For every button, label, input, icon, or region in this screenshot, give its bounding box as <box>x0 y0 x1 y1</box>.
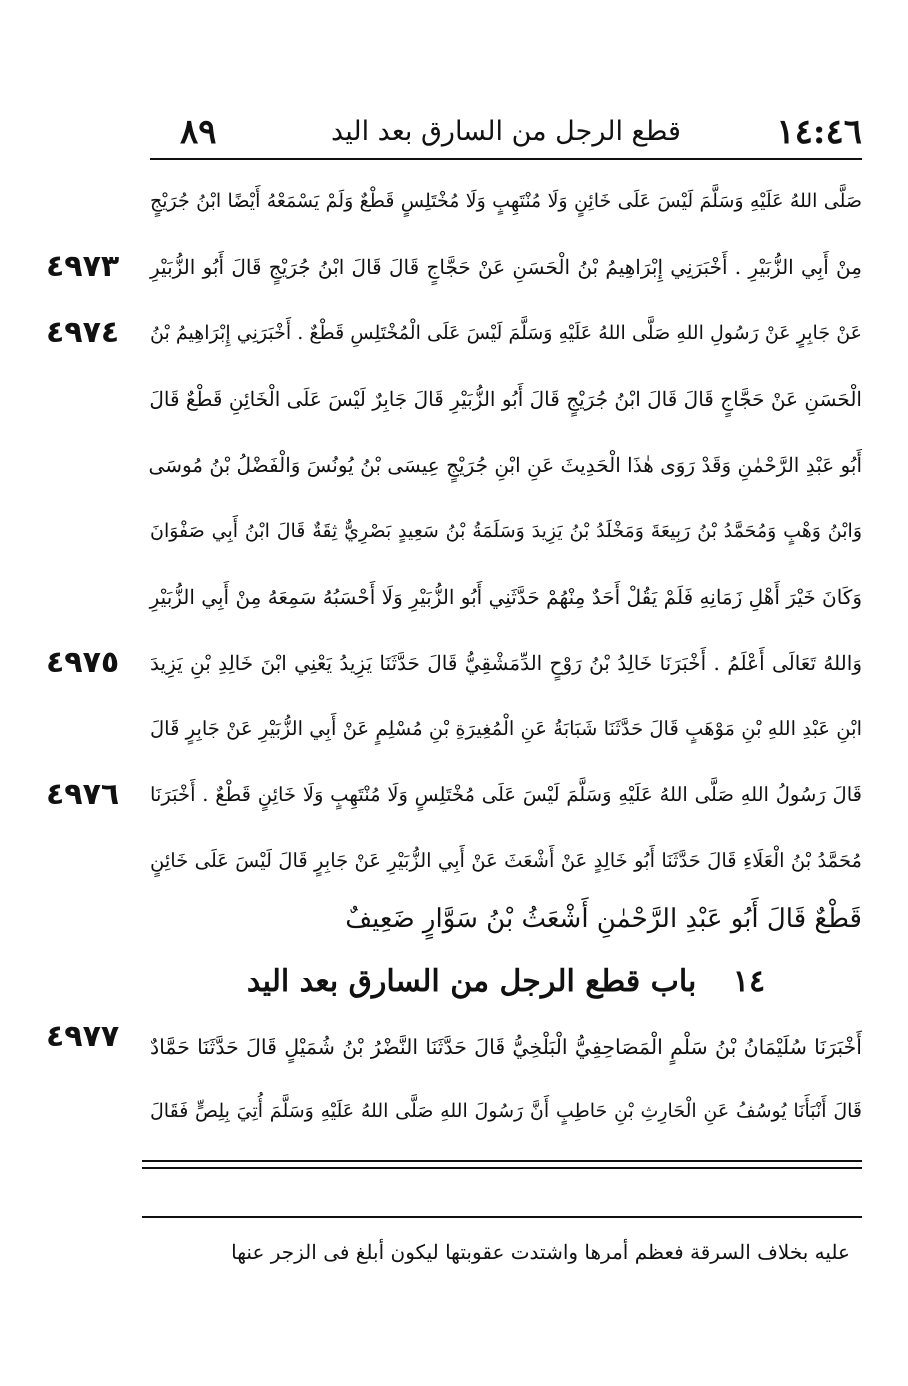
hadith-number: ٤٩٧٤ <box>46 315 120 350</box>
running-title: قطع الرجل من السارق بعد اليد <box>331 116 681 147</box>
text-line: مُحَمَّدُ بْنُ الْعَلَاءِ قَالَ حَدَّثَنَا أَبُو خَالِدٍ عَنْ أَشْعَثَ عَنْ أَبِي الزُّبَيْرِ عَنْ جَابِرٍ قَالَ لَيْسَ عَلَى خَائِنٍ <box>150 849 862 872</box>
text-line: أَخْبَرَنَا سُلَيْمَانُ بْنُ سَلْمٍ الْمَصَاحِفِيُّ الْبَلْخِيُّ قَالَ حَدَّثَنَا النَّضْرُ بْنُ شُمَيْلٍ قَالَ حَدَّثَنَا حَمَّادٌ <box>150 1035 862 1059</box>
text-line: وَاللهُ تَعَالَى أَعْلَمُ . أَخْبَرَنَا خَالِدُ بْنُ رَوْحٍ الدِّمَشْقِيُّ قَالَ حَدَّثَنَا يَزِيدُ يَعْنِي ابْنَ خَالِدِ بْنِ يَزِيدَ <box>150 651 862 675</box>
text-line: وَكَانَ خَيْرَ أَهْلِ زَمَانِهِ فَلَمْ يَقُلْ أَحَدٌ مِنْهُمْ حَدَّثَنِي أَبُو الزُّبَيْرِ وَلَا أَحْسَبُهُ سَمِعَهُ مِنْ أَبِي الزُّبَيْرِ <box>149 585 862 609</box>
section-number: ١٤:٤٦ <box>776 112 862 152</box>
text-line: عَنْ جَابِرٍ عَنْ رَسُولِ اللهِ صَلَّى اللهُ عَلَيْهِ وَسَلَّمَ لَيْسَ عَلَى الْمُخْتَلِسِ قَطْعٌ . أَخْبَرَنِي إِبْرَاهِيمُ بْنُ <box>150 322 862 344</box>
text-line: وَابْنُ وَهْبٍ وَمُحَمَّدُ بْنُ رَبِيعَةَ وَمَخْلَدُ بْنُ يَزِيدَ وَسَلَمَةُ بْنُ سَعِيدٍ بَصْرِيٌّ ثِقَةٌ قَالَ ابْنُ أَبِي صَفْوَانَ <box>150 520 862 542</box>
text-line: مِنْ أَبِي الزُّبَيْرِ . أَخْبَرَنِي إِبْرَاهِيمُ بْنُ الْحَسَنِ عَنْ حَجَّاجٍ قَالَ قَالَ ابْنُ جُرَيْجٍ قَالَ أَبُو الزُّبَيْرِ <box>150 255 862 279</box>
chapter-number: ١٤ <box>732 964 766 999</box>
hadith-number: ٤٩٧٥ <box>46 645 120 680</box>
text-line: ابْنِ عَبْدِ اللهِ بْنِ مَوْهَبٍ قَالَ حَدَّثَنَا شَبَابَةُ عَنِ الْمُغِيرَةِ بْنِ مُسْلِمٍ عَنْ أَبِي الزُّبَيْرِ عَنْ جَابِرٍ قَالَ <box>150 717 862 740</box>
hadith-number: ٤٩٧٧ <box>46 1019 120 1054</box>
text-line: قَطْعٌ قَالَ أَبُو عَبْدِ الرَّحْمٰنِ أَشْعَثُ بْنُ سَوَّارٍ ضَعِيفٌ <box>345 904 862 934</box>
text-end-rule <box>142 1160 862 1169</box>
hadith-number: ٤٩٧٣ <box>46 249 120 284</box>
text-line: الْحَسَنِ عَنْ حَجَّاجٍ قَالَ قَالَ ابْنُ جُرَيْجٍ قَالَ أَبُو الزُّبَيْرِ قَالَ جَابِرٌ لَيْسَ عَلَى الْخَائِنِ قَطْعٌ قَالَ <box>149 387 862 411</box>
chapter-title: باب قطع الرجل من السارق بعد اليد <box>246 964 697 999</box>
chapter-heading <box>150 952 862 1012</box>
header-rule <box>150 158 862 160</box>
footnote-rule <box>142 1216 862 1218</box>
text-line: قَالَ أَنْبَأَنَا يُوسُفُ عَنِ الْحَارِثِ بْنِ حَاطِبٍ أَنَّ رَسُولَ اللهِ صَلَّى اللهُ عَلَيْهِ وَسَلَّمَ أُتِيَ بِلِصٍّ فَقَالَ <box>150 1100 862 1122</box>
text-line: صَلَّى اللهُ عَلَيْهِ وَسَلَّمَ لَيْسَ عَلَى خَائِنٍ وَلَا مُنْتَهِبٍ وَلَا مُخْتَلِسٍ قَطْعٌ وَلَمْ يَسْمَعْهُ أَيْضًا ابْنُ جُرَيْجٍ <box>150 190 862 212</box>
footnote: عليه بخلاف السرقة فعظم أمرها واشتدت عقوبتها ليكون أبلغ فى الزجر عنها <box>231 1240 850 1264</box>
hadith-number: ٤٩٧٦ <box>46 777 120 812</box>
text-line: أَبُو عَبْدِ الرَّحْمٰنِ وَقَدْ رَوَى هٰذَا الْحَدِيثَ عَنِ ابْنِ جُرَيْجٍ عِيسَى بْنُ يُونُسَ وَالْفَضْلُ بْنُ مُوسَى <box>148 453 862 477</box>
page-number: ٨٩ <box>180 112 217 152</box>
running-header <box>150 112 862 158</box>
text-line: قَالَ رَسُولُ اللهِ صَلَّى اللهُ عَلَيْهِ وَسَلَّمَ لَيْسَ عَلَى مُخْتَلِسٍ وَلَا مُنْتَهِبٍ وَلَا خَائِنٍ قَطْعٌ . أَخْبَرَنَا <box>150 783 862 806</box>
